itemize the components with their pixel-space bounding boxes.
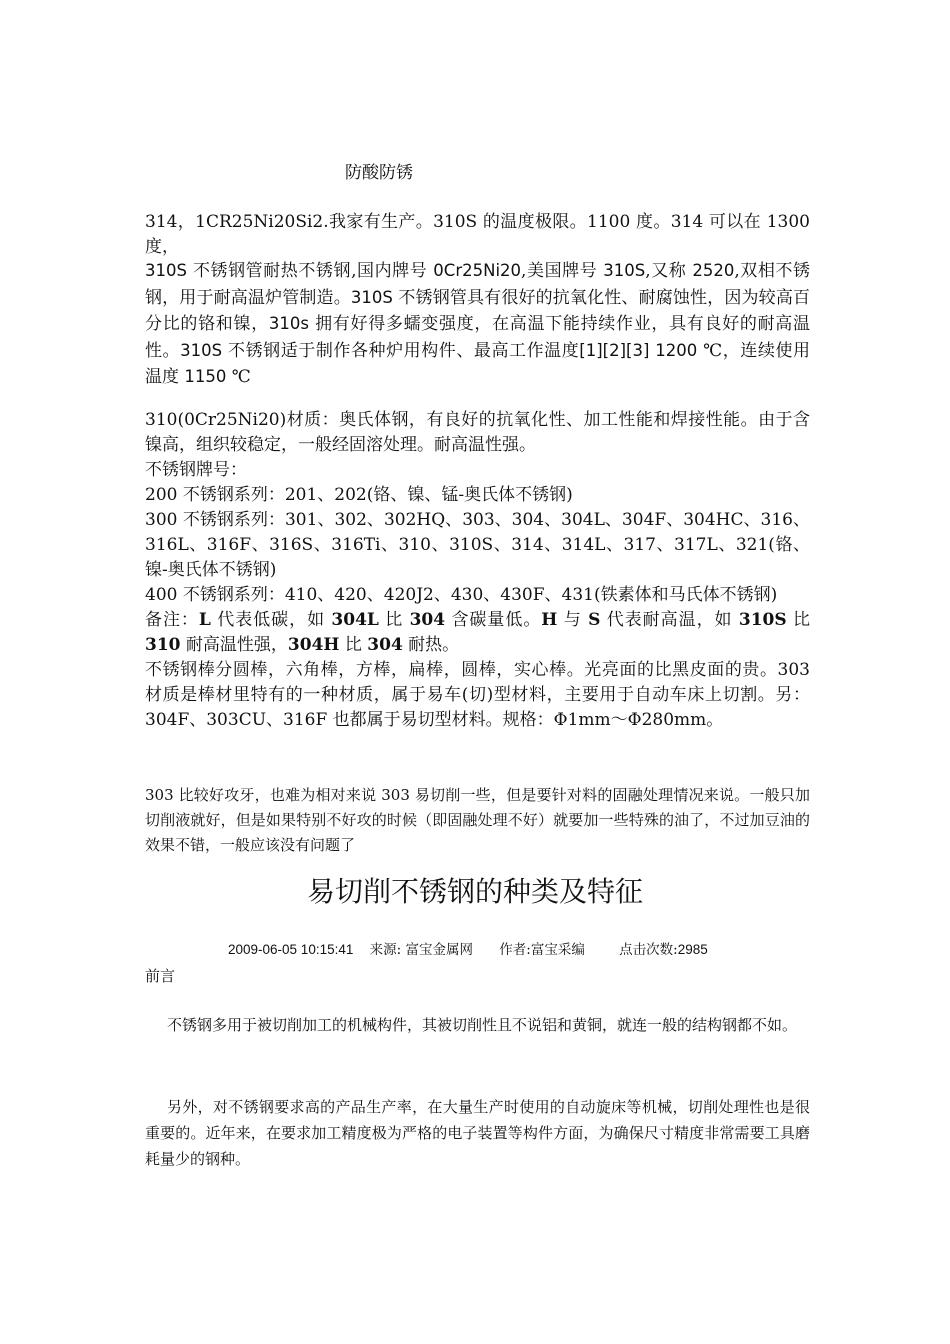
note-text: 比 — [786, 610, 811, 630]
note-text: 代表低碳，如 — [210, 610, 332, 630]
click-count-label: 点击次数: — [619, 942, 678, 958]
note-text: 耐高温性强， — [180, 635, 288, 655]
series-300: 300 不锈钢系列：301、302、302HQ、303、304、304L、304F、304HC、316、316L、316F、316S、316Ti、310、310S、314、314L、317、317L、321(铬、镍-奥氏体不锈钢) — [145, 510, 810, 580]
note-bold: 304 — [409, 610, 446, 630]
text-segment: ℃ — [226, 367, 251, 387]
article-paragraph-1: 不锈钢多用于被切削加工的机械构件，其被切削性且不说铝和黄铜，就连一般的结构钢都不如。 — [167, 1016, 798, 1034]
article-source: 来源: 富宝金属网 — [369, 942, 473, 958]
grades-label: 不锈钢牌号： — [145, 460, 247, 480]
text-segment: 不锈钢适于制作各种炉用构件、最高工作温度 — [222, 340, 580, 361]
text-segment: ,双相不锈钢，用于耐高温炉管制造。 — [145, 261, 811, 308]
note-text: 含碳量低。 — [445, 610, 542, 630]
tapping-paragraph: 303 比较好攻牙，也难为相对来说 303 易切削一些，但是要针对料的固融处理情况来说。一般只加切削液就好，但是如果特别不好攻的时候（即固融处理不好）就要加一些特殊的油了，不过加豆油的效果不错，一般应该没有问题了 — [145, 786, 810, 854]
note-text: 备注： — [145, 610, 199, 630]
paragraph-310-material: 310(0Cr25Ni20)材质：奥氏体钢，有良好的抗氧化性、加工性能和焊接性能。由于含镍高，组织较稳定，一般经固溶处理。耐高温性强。 — [145, 410, 810, 455]
publish-date: 2009-06-05 10:15:41 — [228, 942, 354, 957]
preface-label: 前言 — [145, 967, 176, 985]
note-text: 与 — [557, 610, 589, 630]
section-heading: 防酸防锈 — [345, 163, 413, 183]
note-bold: 304 — [367, 635, 403, 655]
click-count: 2985 — [677, 942, 708, 957]
grades-section — [145, 408, 810, 733]
text-segment: ,美国牌号 — [521, 261, 604, 281]
bars-paragraph: 不锈钢棒分圆棒，六角棒，方棒，扁棒，圆棒，实心棒。光亮面的比黑皮面的贵。303 材质是棒材里特有的一种材质，属于易车(切)型材料，主要用于自动车床上切割。另：304F、303CU、316F 也都属于易切型材料。规格：Φ1mm～Φ280mm。 — [145, 660, 810, 730]
grade-310s: 310S — [350, 287, 393, 307]
note-text: 比 — [339, 635, 368, 655]
note-text: 耐热。 — [402, 635, 460, 655]
text-segment: 不锈钢管耐热不锈钢,国内牌号 — [186, 261, 434, 281]
grade-310s: 310S — [180, 340, 223, 360]
text-segment: 不锈钢管具有很好的抗氧化性、耐腐蚀性，因为较高百分比的铬和镍， — [145, 287, 810, 334]
grade-310s-lower: 310s — [268, 314, 309, 333]
note-bold: L — [198, 610, 211, 630]
series-200: 200 不锈钢系列：201、202(铬、镍、锰-奥氏体不锈钢) — [145, 485, 573, 505]
grade-0cr25ni20: 0Cr25Ni20 — [433, 261, 522, 280]
note-bold: H — [541, 610, 558, 630]
note-bold: S — [588, 610, 601, 630]
article-author: 作者:富宝采编 — [499, 942, 585, 958]
grade-310s: 310S — [603, 261, 646, 280]
article-paragraph-2: 另外，对不锈钢要求高的产品生产率，在大量生产时使用的自动旋床等机械，切削处理性也是很重要的。近年来，在要求加工精度极为严格的电子装置等构件方面，为确保尺寸精度非常需要工具磨耗量少的钢种。 — [145, 1098, 810, 1168]
article-title: 易切削不锈钢的种类及特征 — [306, 875, 643, 908]
note-bold: 310 — [145, 635, 181, 655]
grade-310s: 310S — [145, 261, 187, 280]
grade-2520: 2520 — [692, 261, 735, 280]
note-line — [145, 608, 810, 658]
paragraph-314-temperature: 314，1CR25Ni20Si2.我家有生产。310S 的温度极限。1100 度。314 可以在 1300 度， — [145, 212, 810, 257]
text-segment: ,又称 — [645, 261, 693, 281]
text-segment: ℃，连续使用温度 — [145, 340, 811, 387]
note-bold: 304L — [331, 610, 379, 630]
note-text: 代表耐高温，如 — [600, 610, 739, 630]
text-segment: 拥有好得多蠕变强度，在高温下能持续作业，具有良好的耐高温性。 — [145, 314, 811, 361]
note-bold: 310S — [738, 610, 787, 630]
article-meta — [228, 940, 708, 960]
paragraph-310s-description — [145, 258, 810, 391]
note-text: 比 — [378, 610, 410, 630]
note-bold: 304H — [287, 635, 340, 655]
series-400: 400 不锈钢系列：410、420、420J2、430、430F、431(铁素体和马氏体不锈钢) — [145, 585, 778, 605]
reference-and-max-temp: [1][2][3] 1200 — [579, 340, 698, 360]
continuous-temp: 1150 — [184, 367, 227, 386]
